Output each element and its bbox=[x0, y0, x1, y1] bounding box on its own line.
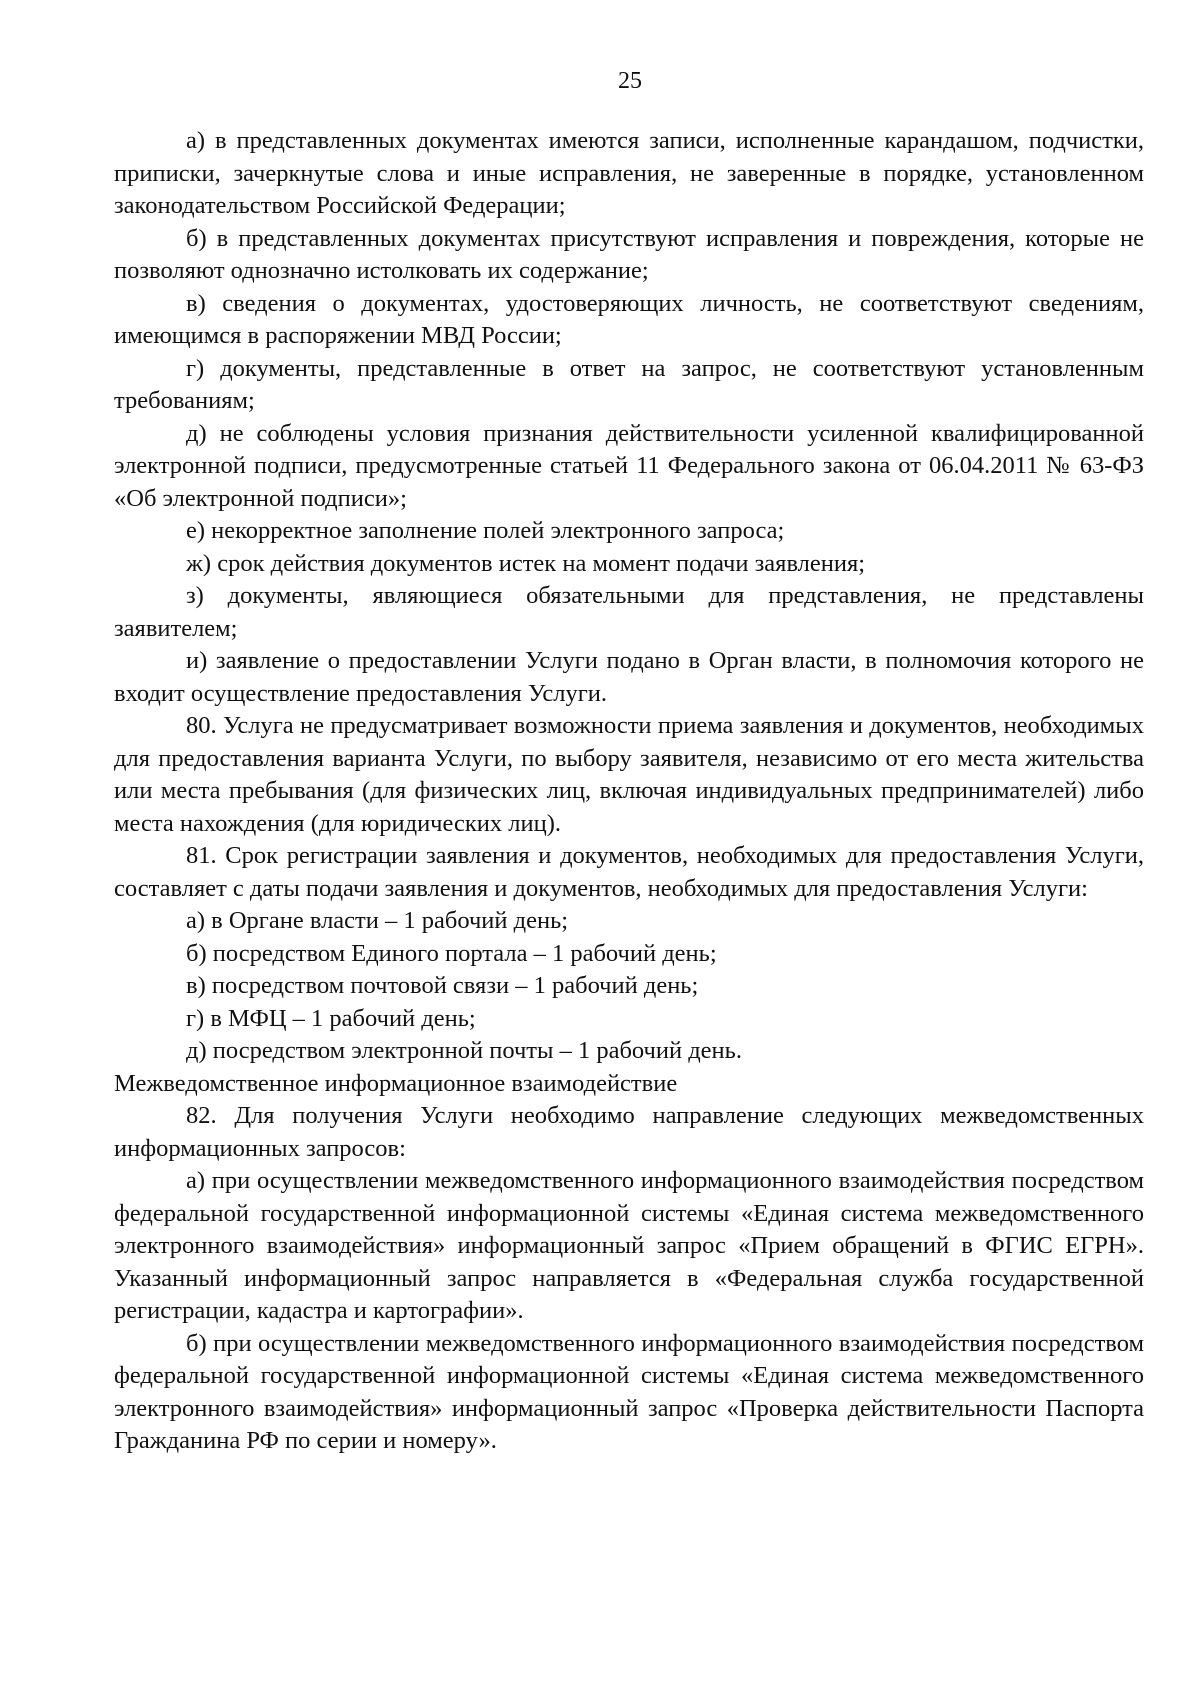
paragraph-82-a: а) при осуществлении межведомственного информационного взаимодействия посредством федеральной государственной информационной системы «Единая система межведомственного электронного взаимодействия» информационный запрос «Прием обращений в ФГИС ЕГРН». Указанный информационный запрос направляется в «Федеральная служба государственной регистрации, кадастра и картографии». bbox=[114, 1167, 1144, 1324]
paragraph-item-b-damage: б) в представленных документах присутствуют исправления и повреждения, которые не позволяют однозначно истолковать их содержание; bbox=[114, 224, 1144, 284]
paragraph-item-g-requirements: г) документы, представленные в ответ на запрос, не соответствуют установленным требованиям; bbox=[114, 354, 1144, 414]
paragraph-item-d-signature: д) не соблюдены условия признания действительности усиленной квалифицированной электронной подписи, предусмотренные статьей 11 Федерального закона от 06.04.2011 № 63-ФЗ «Об электронной подписи»; bbox=[114, 419, 1144, 512]
paragraph-item-z-missing: з) документы, являющиеся обязательными для представления, не представлены заявителем; bbox=[114, 582, 1144, 642]
paragraph-item-v-identity: в) сведения о документах, удостоверяющих личность, не соответствуют сведениям, имеющимся в распоряжении МВД России; bbox=[114, 289, 1144, 349]
paragraph-81-d: д) посредством электронной почты – 1 рабочий день. bbox=[186, 1037, 742, 1064]
paragraph-81-b: б) посредством Единого портала – 1 рабочий день; bbox=[186, 939, 717, 967]
page-number: 25 bbox=[618, 68, 642, 94]
paragraph-item-i-authority: и) заявление о предоставлении Услуги подано в Орган власти, в полномочия которого не входит осуществление предоставления Услуги. bbox=[114, 647, 1144, 707]
paragraph-82: 82. Для получения Услуги необходимо направление следующих межведомственных информационных запросов: bbox=[114, 1102, 1144, 1162]
paragraph-81-a: а) в Органе власти – 1 рабочий день; bbox=[186, 907, 569, 934]
paragraph-82-b: б) при осуществлении межведомственного информационного взаимодействия посредством федеральной государственной информационной системы «Единая система межведомственного электронного взаимодействия» информационный запрос «Проверка действительности Паспорта Гражданина РФ по серии и номеру». bbox=[114, 1329, 1144, 1454]
paragraph-item-e-fields: е) некорректное заполнение полей электронного запроса; bbox=[186, 517, 785, 544]
paragraph-81: 81. Срок регистрации заявления и документов, необходимых для предоставления Услуги, составляет с даты подачи заявления и документов, необходимых для предоставления Услуги: bbox=[114, 842, 1144, 902]
paragraph-81-g: г) в МФЦ – 1 рабочий день; bbox=[186, 1004, 476, 1032]
paragraph-item-a-pencil: а) в представленных документах имеются записи, исполненные карандашом, подчистки, приписки, зачеркнутые слова и иные исправления, не заверенные в порядке, установленном законодательством Российской Федерации; bbox=[114, 127, 1144, 219]
document-body bbox=[114, 125, 1144, 1458]
section-heading: Межведомственное информационное взаимодействие bbox=[114, 1069, 678, 1097]
paragraph-81-v: в) посредством почтовой связи – 1 рабочий день; bbox=[186, 972, 699, 999]
paragraph-item-zh-expired: ж) срок действия документов истек на момент подачи заявления; bbox=[186, 549, 866, 577]
paragraph-80: 80. Услуга не предусматривает возможности приема заявления и документов, необходимых для предоставления варианта Услуги, по выбору заявителя, независимо от его места жительства или места пребывания (для физических лиц, включая индивидуальных предпринимателей) либо места нахождения (для юридических лиц). bbox=[114, 712, 1144, 837]
